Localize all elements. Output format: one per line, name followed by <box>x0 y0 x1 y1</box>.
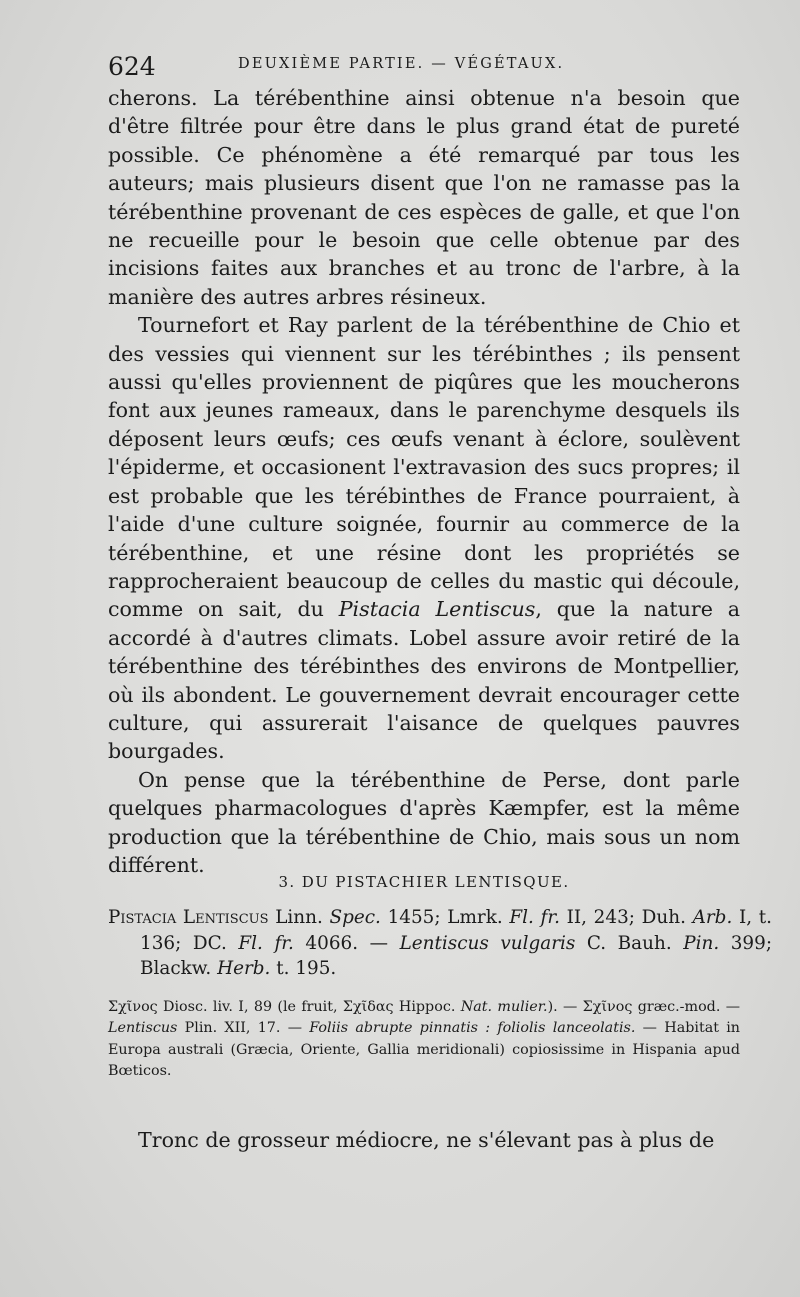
synonymy-text: 4066. — <box>293 932 400 954</box>
synonymy-text: I, t. 136; DC. <box>140 907 773 954</box>
synonymy-text: II, 243; Duh. <box>559 907 693 928</box>
synonymy-ref: Arb. <box>692 907 733 928</box>
paragraph-2-text-a: Tournefort et Ray parlent de la térébenthine de Chio et des vessies qui viennent sur les térébinthes ; ils pensent aussi qu'elles proviennent de piqûres que les moucherons font aux jeunes rameaux, dans le parenchyme desquels ils déposent leurs œufs; ces œufs venant à éclore, soulèvent l'épiderme, et occasionent l'extravasion des sucs propres; il est probable que les térébinthes de France pourraient, à l'aide d'une culture soignée, fournir au commerce de la térébenthine, et une résine dont les propriétés se rapprocheraient beaucoup de celles du mastic qui découle, comme on sait, du <box>108 313 740 622</box>
notes-text: Plin. XII, 17. — <box>177 1020 310 1037</box>
synonymy-text: Linn. <box>268 907 330 928</box>
synonymy-text: 399; Blackw. <box>140 932 773 979</box>
synonymy-text: 1455; Lmrk. <box>380 907 510 928</box>
synonymy-ref: Lentiscus vulgaris <box>399 932 576 954</box>
paragraph-3: On pense que la térébenthine de Perse, dont parle quelques pharmacologues d'après Kæmpfer, est la même production que la térébenthine de Chio, mais sous un nom différent. <box>108 767 740 877</box>
synonymy <box>108 905 772 982</box>
paragraph-1: cherons. La térébenthine ainsi obtenue n'a besoin que d'être filtrée pour être dans le plus grand état de pureté possible. Ce phénomène a été remarqué par tous les auteurs; mais plusieurs disent que l'on ne ramasse pas la térébenthine provenant de ces espèces de galle, et que l'on ne recueille pour le besoin que celle obtenue par des incisions faites aux branches et au tronc de l'arbre, à la manière des autres arbres résineux. <box>108 86 740 309</box>
synonymy-ref: Fl. fr. <box>238 932 294 954</box>
synonymy-ref: Fl. fr. <box>509 907 560 928</box>
page-number: 624 <box>108 52 156 81</box>
synonymy-text: C. Bauh. <box>575 932 684 954</box>
synonymy-ref: Spec. <box>329 907 381 928</box>
section-title: 3. DU PISTACHIER LENTISQUE. <box>278 873 570 891</box>
synonymy-ref: Herb. <box>217 958 271 979</box>
continuation-text: Tronc de grosseur médiocre, ne s'élevant pas à plus de <box>138 1128 715 1152</box>
synonymy-species: Pistacia Lentiscus <box>108 907 269 928</box>
main-text <box>108 84 740 879</box>
notes-text: — Habitat in Europa australi (Græcia, Oriente, Gallia meridionali) copiosissime in Hispania apud Bœticos. <box>108 1020 741 1079</box>
notes-ref: Nat. mulier. <box>460 999 548 1015</box>
notes-text: ). — Σχῖνος græc.-mod. — <box>547 999 741 1015</box>
notes-ref: Lentiscus <box>108 1020 178 1037</box>
notes-text: Σχῖνος Diosc. liv. I, 89 (le fruit, Σχῖδας Hippoc. <box>108 999 461 1015</box>
synonymy-ref: Pin. <box>683 932 720 954</box>
running-head: DEUXIÈME PARTIE. — VÉGÉTAUX. <box>238 56 565 72</box>
species-name: Pistacia Lentiscus <box>338 597 536 622</box>
notes-description: Foliis abrupte pinnatis : foliolis lanceolatis. <box>309 1020 636 1037</box>
paragraph-2 <box>108 311 740 766</box>
botanical-notes <box>108 997 740 1082</box>
page-header <box>108 52 738 84</box>
synonymy-text: t. 195. <box>270 958 337 979</box>
paragraph-2-text-b: , que la nature a accordé à d'autres climats. Lobel assure avoir retiré de la térébenthine des térébinthes des environs de Montpellier, où ils abondent. Le gouvernement devrait encourager cette culture, qui assurerait l'aisance de quelques pauvres bourgades. <box>108 597 740 764</box>
